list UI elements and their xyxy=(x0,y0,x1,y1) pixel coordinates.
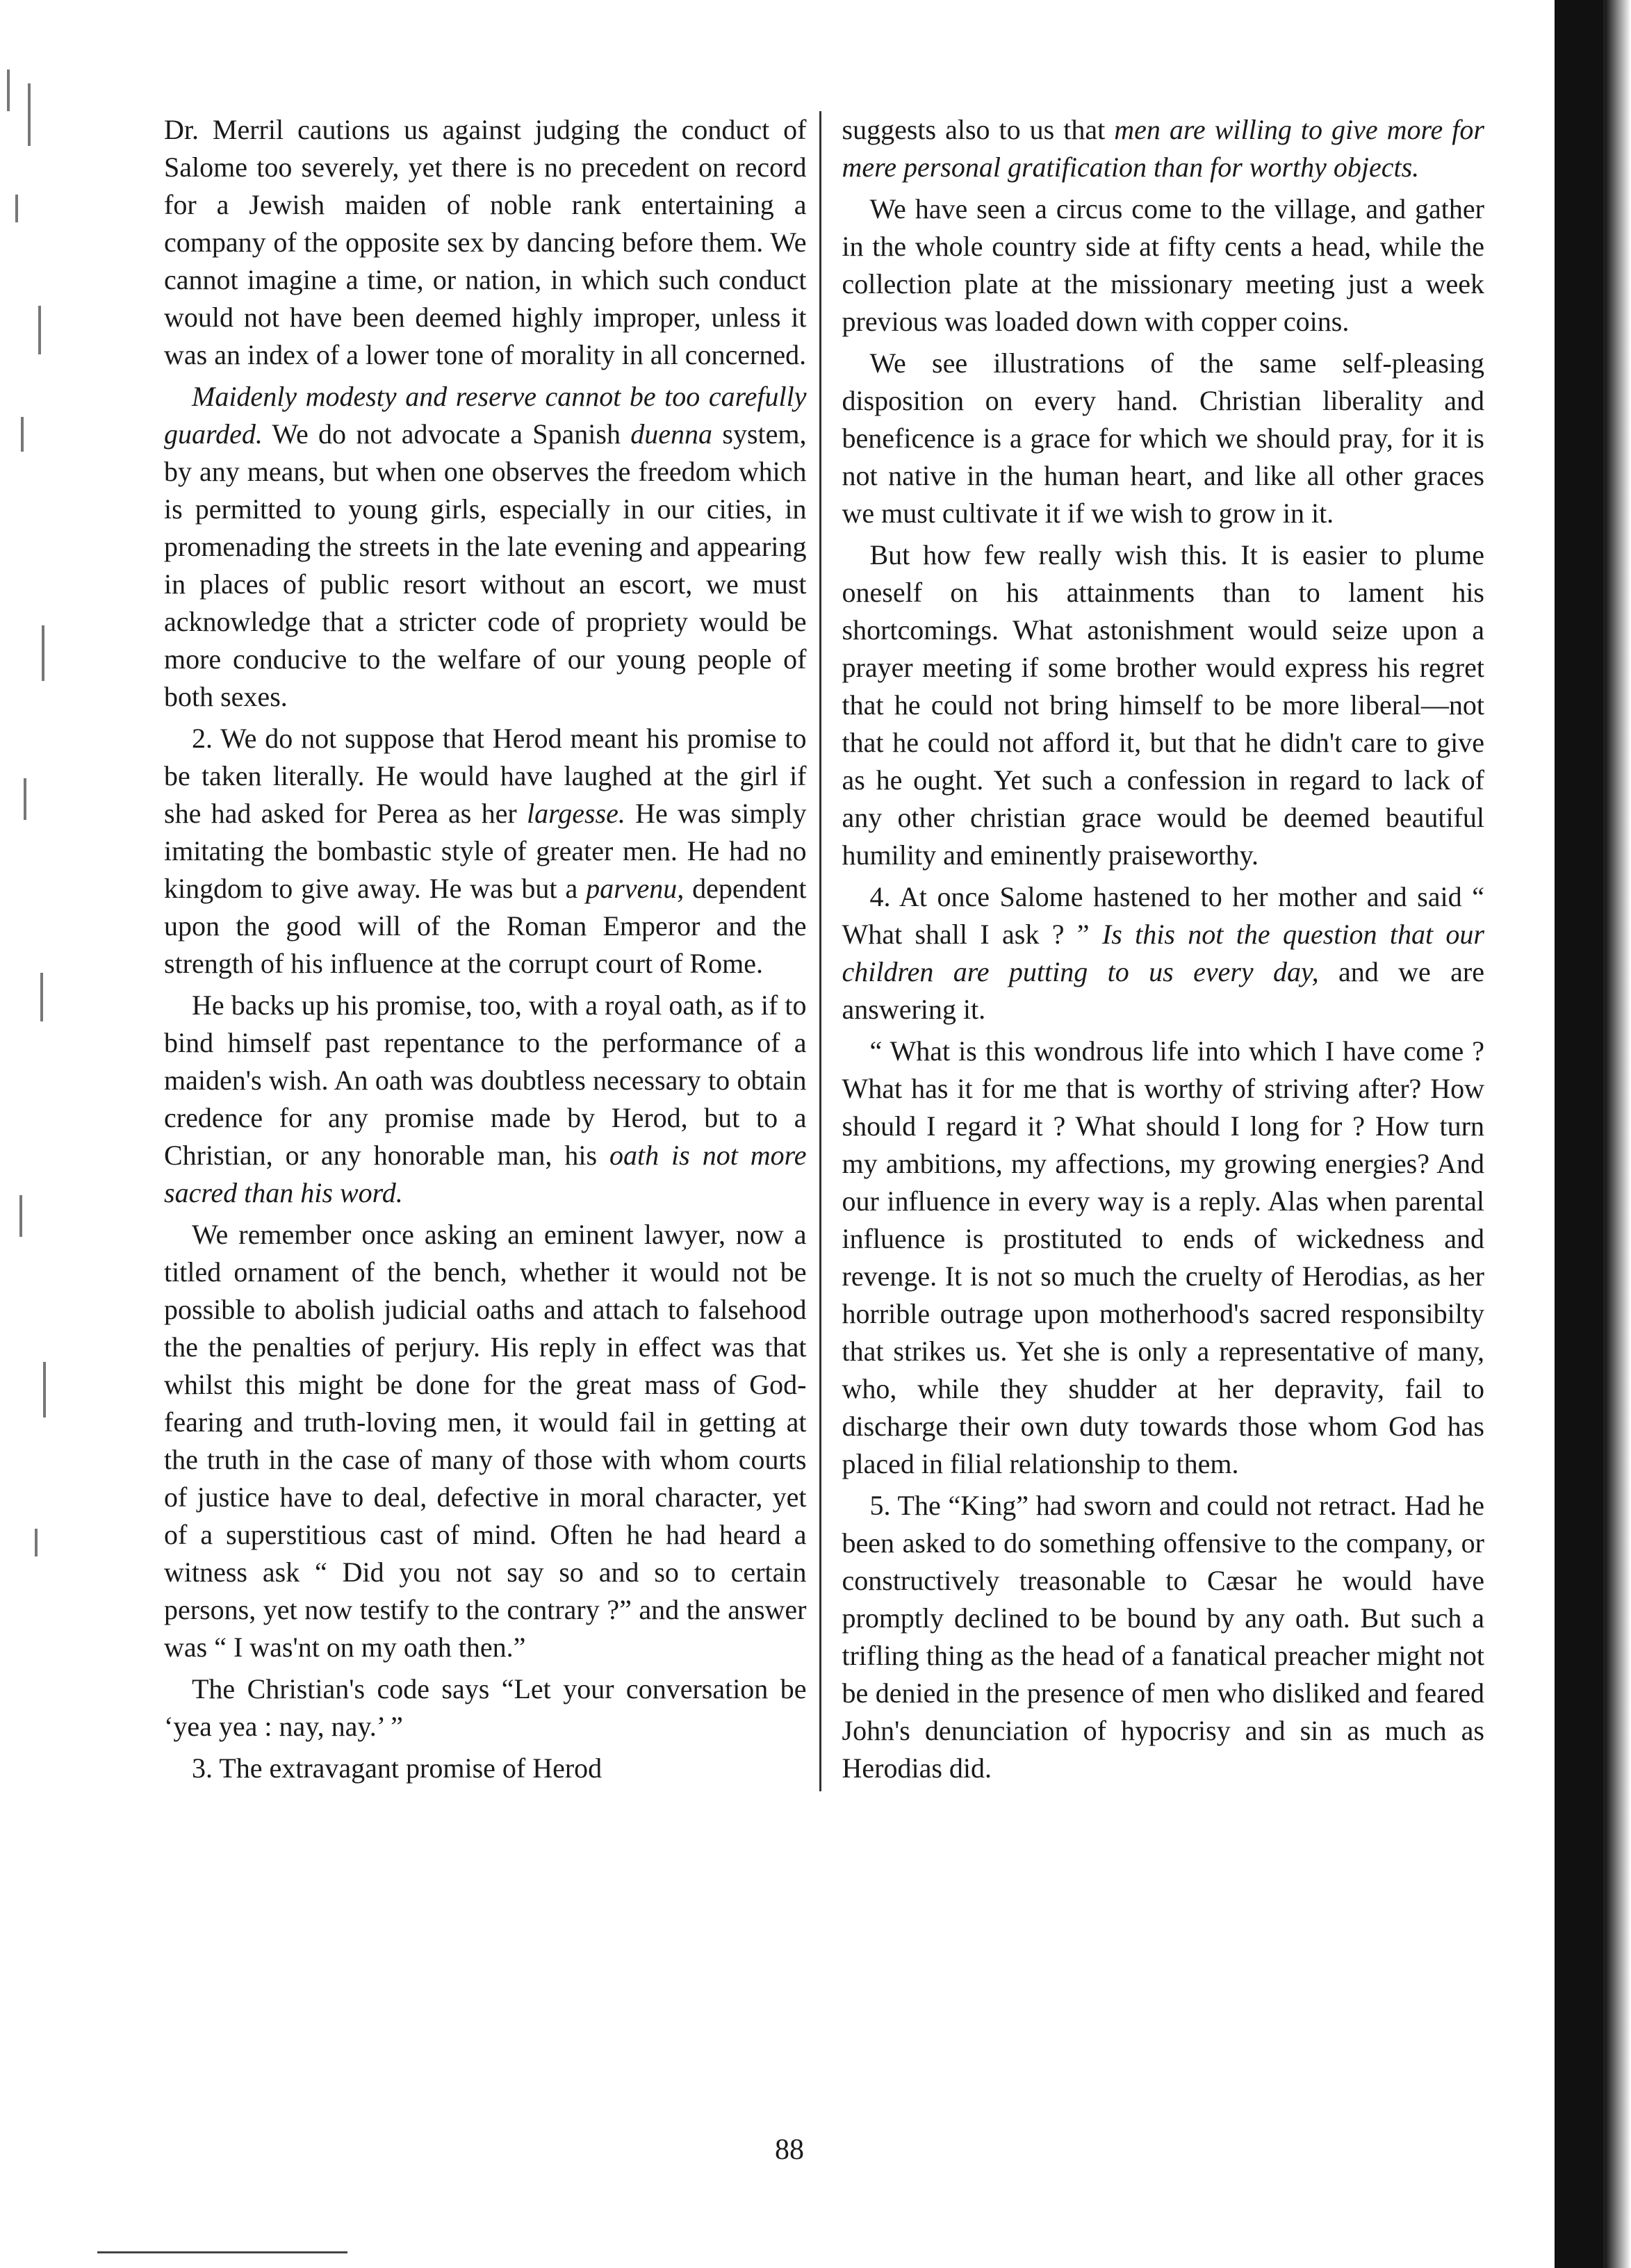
text-run: We do not advocate a Spanish xyxy=(262,418,631,450)
paragraph xyxy=(164,720,807,983)
italic-phrase: parvenu, xyxy=(586,873,685,904)
text-run: 2. We do not suppose that Herod meant his promise to be taken literally. He would have laughed at the girl if she had asked for Perea as her xyxy=(164,723,807,829)
document-page xyxy=(164,111,1484,1791)
paragraph: Dr. Merril cautions us against judging the conduct of Salome too severely, yet there is no precedent on record for a Jewish maiden of noble rank entertaining a company of the opposite sex by dancing before them. We cannot imagine a time, or nation, in which such conduct would not have been deemed highly improper, unless it was an index of a lower tone of morality in all concerned. xyxy=(164,114,807,370)
paragraph: “ What is this wondrous life into which I have come ? What has it for me that is worthy of striving after? How should I regard it ? What should I long for ? How turn my ambitions, my affections, my growing energies? And our influence in every way is a reply. Alas when parental influence is prostituted to ends of wickedness and revenge. It is not so much the cruelty of Herodias, as her horrible outrage upon motherhood's sacred responsibilty that strikes us. Yet she is only a representative of many, who, while they shudder at her depravity, fail to discharge their own duty towards those whom God has placed in filial relationship to them. xyxy=(842,1035,1484,1479)
right-column xyxy=(842,111,1485,1791)
paragraph: The Christian's code says “Let your conversation be ‘yea yea : nay, nay.’ ” xyxy=(164,1673,807,1742)
text-run: and we are answering it. xyxy=(842,956,1484,1025)
italic-phrase: men are willing to give more for mere personal gratification than for worthy objects. xyxy=(842,114,1484,183)
paragraph: We remember once asking an eminent lawyer, now a titled ornament of the bench, whether it would not be possible to abolish judicial oaths and attach to falsehood the the penalties of perjury. His reply in effect was that whilst this might be done for the great mass of God-fearing and truth-loving men, it would fail in getting at the truth in the case of many of those with whom courts of justice have to deal, defective in moral character, yet of a superstitious cast of mind. Often he had heard a witness ask “ Did you not say so and so to certain persons, yet now testify to the contrary ?” and the answer was “ I was'nt on my oath then.” xyxy=(164,1219,807,1663)
bottom-rule xyxy=(97,2251,347,2253)
italic-phrase: Is this not the question that our children are putting to us every day, xyxy=(842,919,1484,987)
paragraph xyxy=(842,878,1485,1028)
text-run: system, by any means, but when one observes the freedom which is permitted to young girls, especially in our cities, in promenading the streets in the late evening and appearing in places of public resort without an escort, we must acknowledge that a stricter code of propriety would be more conducive to the welfare of our young people of both sexes. xyxy=(164,418,807,712)
paragraph: We see illustrations of the same self-pleasing disposition on every hand. Christian liberality and beneficence is a grace for which we should pray, for it is not native in the human heart, and like all other graces we must cultivate it if we wish to grow in it. xyxy=(842,347,1484,529)
paragraph: 3. The extravagant promise of Herod xyxy=(192,1752,603,1784)
paragraph xyxy=(164,378,807,716)
paragraph xyxy=(842,111,1485,186)
left-column xyxy=(164,111,821,1791)
page-number: 88 xyxy=(775,2134,804,2166)
text-run: He was simply imitating the bombastic style of greater men. He had no kingdom to give away. He was but a xyxy=(164,798,807,904)
text-run: He backs up his promise, too, with a royal oath, as if to bind himself past repentance to the performance of a maiden's wish. An oath was doubtless necessary to obtain credence for any promise made by Herod, but to a Christian, or any honorable man, his xyxy=(164,989,807,1171)
paragraph: We have seen a circus come to the village, and gather in the whole country side at fifty cents a head, while the collection plate at the missionary meeting just a week previous was loaded down with copper coins. xyxy=(842,193,1484,337)
text-run: 4. At once Salome hastened to her mother and said “ What shall I ask ? ” xyxy=(842,881,1484,950)
margin-specks xyxy=(0,56,83,1654)
text-run: suggests also to us that xyxy=(842,114,1115,145)
italic-phrase: largesse. xyxy=(527,798,625,829)
paragraph: 5. The “King” had sworn and could not retract. Had he been asked to do something offensive to the company, or constructively treasonable to Cæsar he would have promptly declined to be bound by any oath. But such a trifling thing as the head of a fanatical preacher might not be denied in the presence of men who disliked and feared John's denunciation of hypocrisy and sin as much as Herodias did. xyxy=(842,1490,1484,1784)
paragraph xyxy=(164,987,807,1212)
italic-phrase: duenna xyxy=(630,418,713,450)
text-run: dependent upon the good will of the Roman Emperor and the strength of his influence at the corrupt court of Rome. xyxy=(164,873,807,979)
paragraph: But how few really wish this. It is easier to plume oneself on his attainments than to lament his shortcomings. What astonishment would seize upon a prayer meeting if some brother would express his regret that he could not bring himself to be more liberal—not that he could not afford it, but that he didn't care to give as he ought. Yet such a confession in regard to lack of any other christian grace would be deemed beautiful humility and eminently praiseworthy. xyxy=(842,539,1484,871)
italic-phrase: oath is not more sacred than his word. xyxy=(164,1140,807,1208)
two-column-body xyxy=(164,111,1484,1791)
scan-edge-bar xyxy=(1555,0,1603,2268)
italic-phrase: Maidenly modesty and reserve cannot be too carefully guarded. xyxy=(164,381,807,450)
